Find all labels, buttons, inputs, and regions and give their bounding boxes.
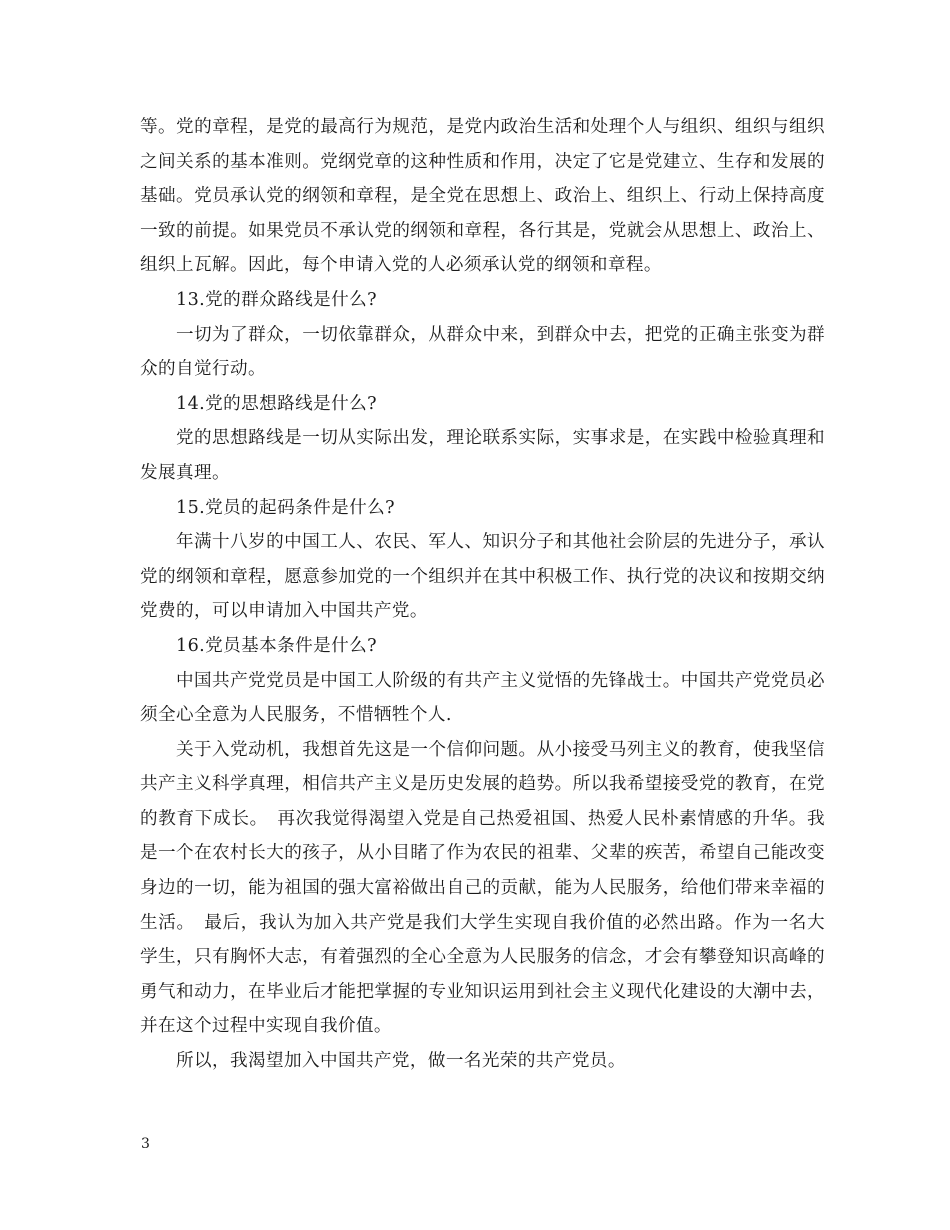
paragraph-party-constitution: 等。党的章程，是党的最高行为规范，是党内政治生活和处理个人与组织、组织与组织之间关系的基本准则。党纲党章的这种性质和作用，决定了它是党建立、生存和发展的基础。党员承认党的纲领和章程，是全党在思想上、政治上、组织上、行动上保持高度一致的前提。如果党员不承认党的纲领和章程，各行其是，党就会从思想上、政治上、组织上瓦解。因此，每个申请入党的人必须承认党的纲领和章程。 xyxy=(140,117,825,276)
question-13-heading: 13.党的群众路线是什么? xyxy=(176,289,377,310)
page-number: 3 xyxy=(141,1136,150,1152)
answer-15-paragraph: 年满十八岁的中国工人、农民、军人、知识分子和其他社会阶层的先进分子，承认党的纲领和章程，愿意参加党的一个组织并在其中积极工作、执行党的决议和按期交纳党费的，可以申请加入中国共产党。 xyxy=(140,532,825,622)
question-16-heading: 16.党员基本条件是什么? xyxy=(176,635,377,656)
answer-13-paragraph: 一切为了群众，一切依靠群众，从群众中来，到群众中去，把党的正确主张变为群众的自觉行动。 xyxy=(140,324,825,380)
motivation-paragraph: 关于入党动机，我想首先这是一个信仰问题。从小接受马列主义的教育，使我坚信共产主义科学真理，相信共产主义是历史发展的趋势。所以我希望接受党的教育，在党的教育下成长。 再次我觉得渴望入党是自己热爱祖国、热爱人民朴素情感的升华。我是一个在农村长大的孩子，从小目睹了作为农民的祖辈、父辈的疾苦，希望自己能改变身边的一切，能为祖国的强大富裕做出自己的贡献，能为人民服务，给他们带来幸福的生活。 最后，我认为加入共产党是我们大学生实现自我价值的必然出路。作为一名大学生，只有胸怀大志，有着强烈的全心全意为人民服务的信念，才会有攀登知识高峰的勇气和动力，在毕业后才能把掌握的专业知识运用到社会主义现代化建设的大潮中去，并在这个过程中实现自我价值。 xyxy=(140,739,825,1037)
answer-16-paragraph: 中国共产党党员是中国工人阶级的有共产主义觉悟的先锋战士。中国共产党党员必须全心全意为人民服务，不惜牺牲个人. xyxy=(140,670,825,726)
question-14-heading: 14.党的思想路线是什么? xyxy=(176,393,377,414)
document-body xyxy=(140,110,825,1079)
question-15-heading: 15.党员的起码条件是什么? xyxy=(176,497,395,518)
answer-14-paragraph: 党的思想路线是一切从实际出发，理论联系实际，实事求是，在实践中检验真理和发展真理。 xyxy=(140,428,825,483)
closing-paragraph: 所以，我渴望加入中国共产党，做一名光荣的共产党员。 xyxy=(176,1051,626,1072)
